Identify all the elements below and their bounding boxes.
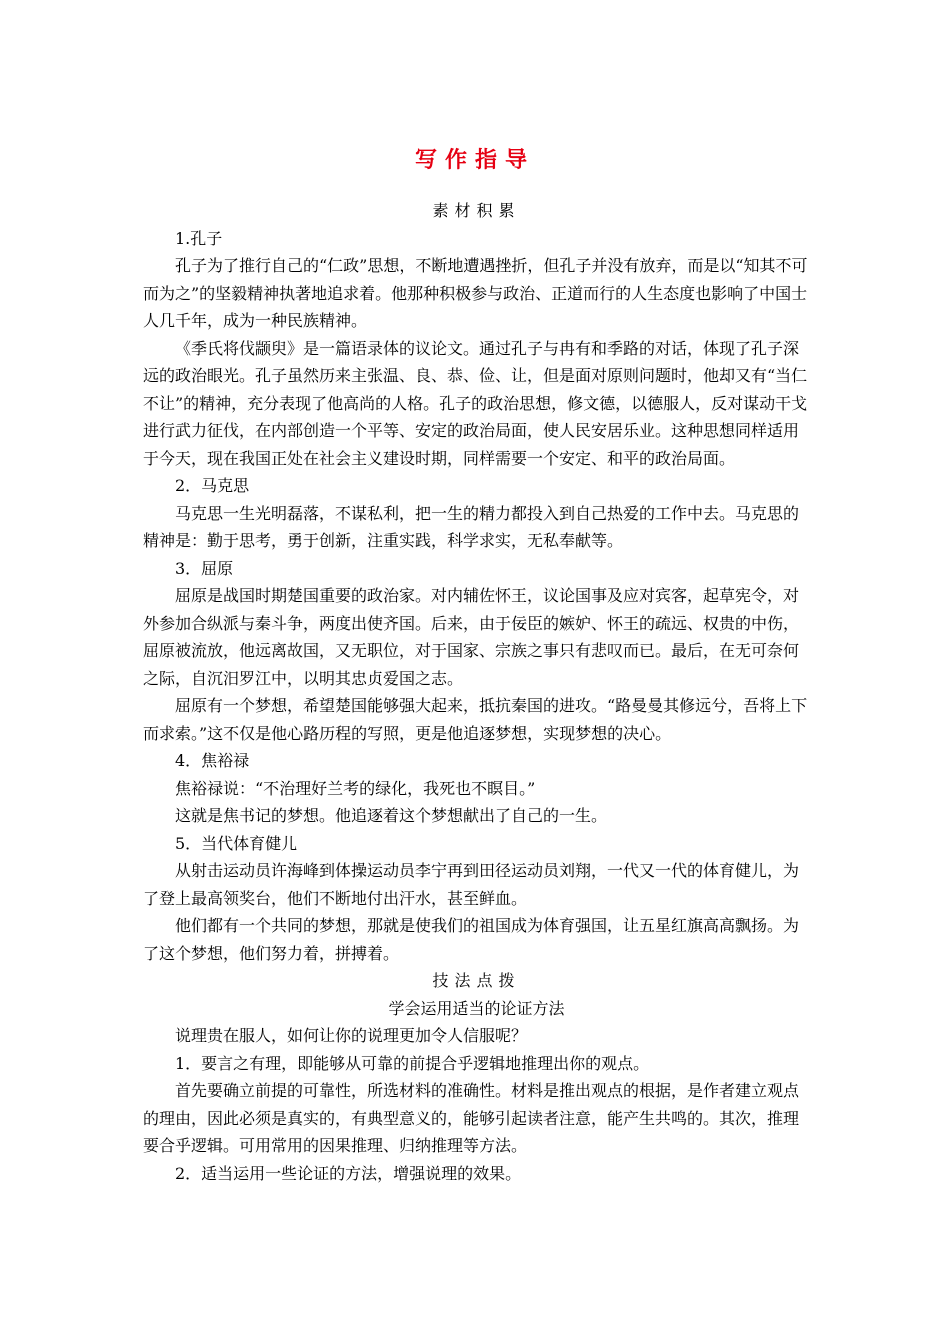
material-label-confucius: 1.孔子 bbox=[175, 228, 223, 248]
paragraph: 这就是焦书记的梦想。他追逐着这个梦想献出了自己的一生。 bbox=[175, 806, 608, 825]
technique-intro: 说理贵在服人，如何让你的说理更加令人信服呢？ bbox=[175, 1026, 528, 1045]
paragraph: 从射击运动员许海峰到体操运动员李宁再到田径运动员刘翔，一代又一代的体育健儿，为了登上最高领奖台，他们不断地付出汗水，甚至鲜血。 bbox=[143, 861, 800, 908]
paragraph: 《季氏将伐颛臾》是一篇语录体的议论文。通过孔子与冉有和季路的对话，体现了孔子深远的政治眼光。孔子虽然历来主张温、良、恭、俭、让，但是面对原则问题时，他却又有“当仁不让”的精神，充分表现了他高尚的人格。孔子的政治思想，修文德，以德服人，反对谋动干戈进行武力征伐，在内部创造一个平等、安定的政治局面，使人民安居乐业。这种思想同样适用于今天，现在我国正处在社会主义建设时期，同样需要一个安定、和平的政治局面。 bbox=[143, 338, 808, 468]
paragraph: 马克思一生光明磊落，不谋私利，把一生的精力都投入到自己热爱的工作中去。马克思的精神是：勤于思考，勇于创新，注重实践，科学求实，无私奉献等。 bbox=[143, 503, 800, 550]
paragraph: 孔子为了推行自己的“仁政”思想，不断地遭遇挫折，但孔子并没有放弃，而是以“知其不可而为之”的坚毅精神执著地追求着。他那种积极参与政治、正道而行的人生态度也影响了中国士人几千年，成为一种民族精神。 bbox=[143, 256, 808, 330]
paragraph: 屈原是战国时期楚国重要的政治家。对内辅佐怀王，议论国事及应对宾客，起草宪令，对外参加合纵派与秦斗争，两度出使齐国。后来，由于佞臣的嫉妒、怀王的疏远、权贵的中伤，屈原被流放，他远离故国，又无职位，对于国家、宗族之事只有悲叹而已。最后，在无可奈何之际，自沉汨罗江中，以明其忠贞爱国之志。 bbox=[143, 586, 800, 688]
page-title: 写作指导 bbox=[414, 148, 535, 173]
material-label-jiaoyulu: 4．焦裕禄 bbox=[175, 751, 250, 770]
paragraph: 他们都有一个共同的梦想，那就是使我们的祖国成为体育强国，让五星红旗高高飘扬。为了这个梦想，他们努力着，拼搏着。 bbox=[143, 916, 800, 963]
section-heading-materials: 素材积累 bbox=[432, 201, 521, 220]
paragraph: 屈原有一个梦想，希望楚国能够强大起来，抵抗秦国的进攻。“路曼曼其修远兮，吾将上下而求索。”这不仅是他心路历程的写照，更是他追逐梦想，实现梦想的决心。 bbox=[143, 696, 808, 743]
document-body bbox=[143, 197, 810, 1187]
material-label-marx: 2．马克思 bbox=[175, 476, 250, 495]
paragraph: 焦裕禄说：“不治理好兰考的绿化，我死也不瞑目。” bbox=[175, 778, 536, 798]
technique-point-2: 2．适当运用一些论证的方法，增强说理的效果。 bbox=[175, 1163, 522, 1183]
section-subheading-technique: 学会运用适当的论证方法 bbox=[388, 998, 565, 1018]
material-label-quyuan: 3．屈原 bbox=[175, 558, 234, 578]
technique-point-1: 1．要言之有理，即能够从可靠的前提合乎逻辑地推理出你的观点。 bbox=[175, 1053, 650, 1073]
section-heading-technique: 技法点拨 bbox=[432, 971, 521, 990]
material-label-athletes: 5．当代体育健儿 bbox=[175, 833, 298, 853]
technique-point-1-detail: 首先要确立前提的可靠性，所选材料的准确性。材料是推出观点的根据，是作者建立观点的理由，因此必须是真实的，有典型意义的，能够引起读者注意，能产生共鸣的。其次，推理要合乎逻辑。可用常用的因果推理、归纳推理等方法。 bbox=[143, 1081, 800, 1155]
